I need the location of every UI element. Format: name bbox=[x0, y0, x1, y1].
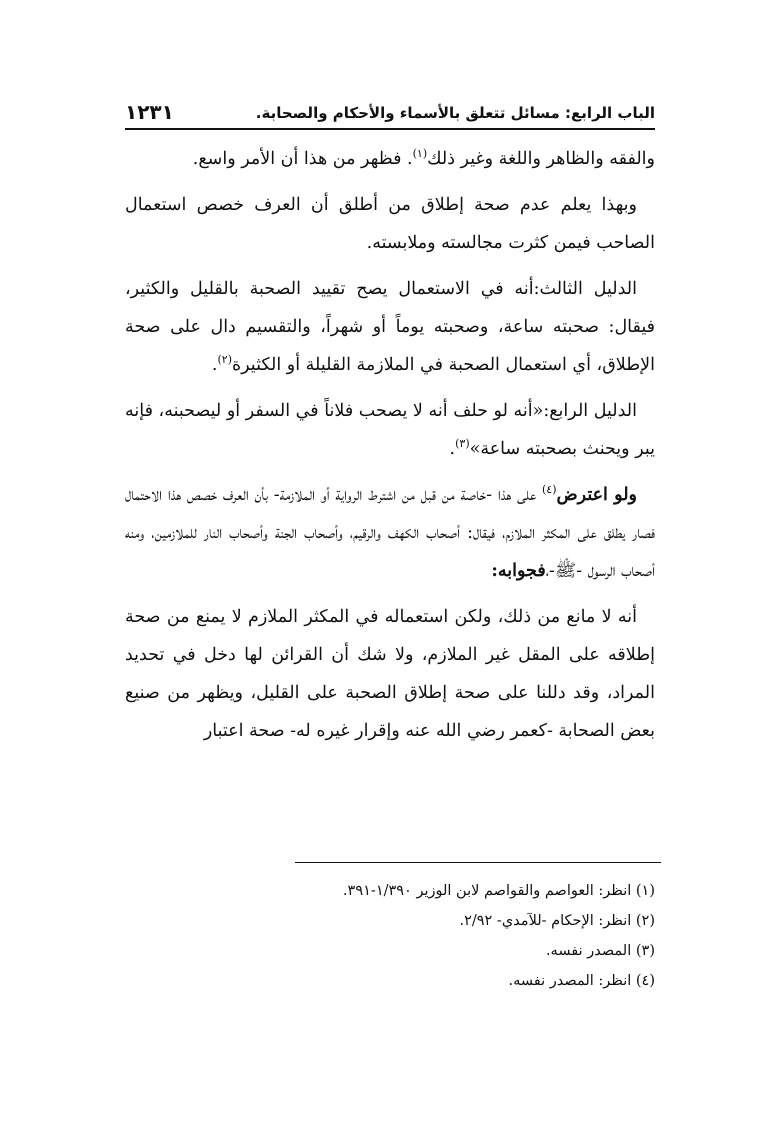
footnote-ref-2: (٢) bbox=[217, 353, 232, 367]
footnote-ref-1: (١) bbox=[412, 147, 428, 161]
footnote-1: (١) انظر: العواصم والقواصم لابن الوزير ١/٣٩٠-٣٩١. bbox=[342, 883, 655, 899]
footnote-4: (٤) انظر: المصدر نفسه. bbox=[508, 973, 655, 989]
footnote-3: (٣) المصدر نفسه. bbox=[545, 943, 655, 959]
paragraph-1: والفقه والظاهر واللغة وغير ذلك$^{(١)}$. فظهر من هذا أن الأمر واسع. bbox=[192, 147, 655, 169]
paragraph-6: أنه لا مانع من ذلك، ولكن استعماله في المكثر الملازم لا يمنع من صحة إطلاقه على المقل غير الملازم، ولا شك أن القرائن لها دخل في تحديد المراد، وقد دللنا على صحة إطلاق الصحبة على القليل، ويظهر من صنيع بعض الصحابة -كعمر رضي الله عنه وإقرار غيره له- صحة اعتبار bbox=[125, 607, 655, 741]
paragraph-2: وبهذا يعلم عدم صحة إطلاق من أطلق أن العرف خصص استعمال الصاحب فيمن كثرت مجالسته وملابسته. bbox=[125, 195, 655, 253]
footnote-2: (٢) انظر: الإحكام -للآمدي- ٢/٩٢. bbox=[459, 913, 655, 929]
footnotes bbox=[125, 876, 655, 996]
main-text bbox=[125, 140, 655, 758]
running-header bbox=[125, 102, 655, 128]
footnote-ref-3: (٣) bbox=[455, 437, 470, 451]
chapter-title: الباب الرابع: مسائل تتعلق بالأسماء والأحكام والصحابة. bbox=[255, 104, 655, 122]
paragraph-5: ولو اعترض$^{(٤)}$ على هذا -خاصة من قبل من اشترط الرواية أو الملازمة- بأن العرف خصص هذا الاحتمال فصار يطلق على المكثر الملازم، فيقال: أصحاب الكهف والرقيم، وأصحاب الجنة وأصحاب النار للملازمين، ومنه أصحاب الرسول -ﷺ-،فجوابه: bbox=[125, 483, 655, 581]
answer-heading: فجوابه: bbox=[491, 561, 546, 581]
paragraph-3: الدليل الثالث:أنه في الاستعمال يصح تقييد الصحبة بالقليل والكثير، فيقال: صحبته ساعة، وصحبته يوماً أو شهراً، والتقسيم دال على صحة الإطلاق، أي استعمال الصحبة في الملازمة القليلة أو الكثيرة$^{(٢)}$. bbox=[125, 279, 655, 375]
paragraph-4: الدليل الرابع:«أنه لو حلف أنه لا يصحب فلاناً في السفر أو ليصحبنه، فإنه يبر ويحنث بصحبته ساعة»$^{(٣)}$. bbox=[125, 401, 655, 459]
footnote-divider bbox=[295, 862, 661, 863]
objection-heading: ولو اعترض bbox=[556, 485, 637, 505]
footnote-ref-4: (٤) bbox=[542, 483, 557, 497]
page-number: ١٢٣١ bbox=[125, 100, 174, 124]
header-divider bbox=[125, 128, 655, 130]
